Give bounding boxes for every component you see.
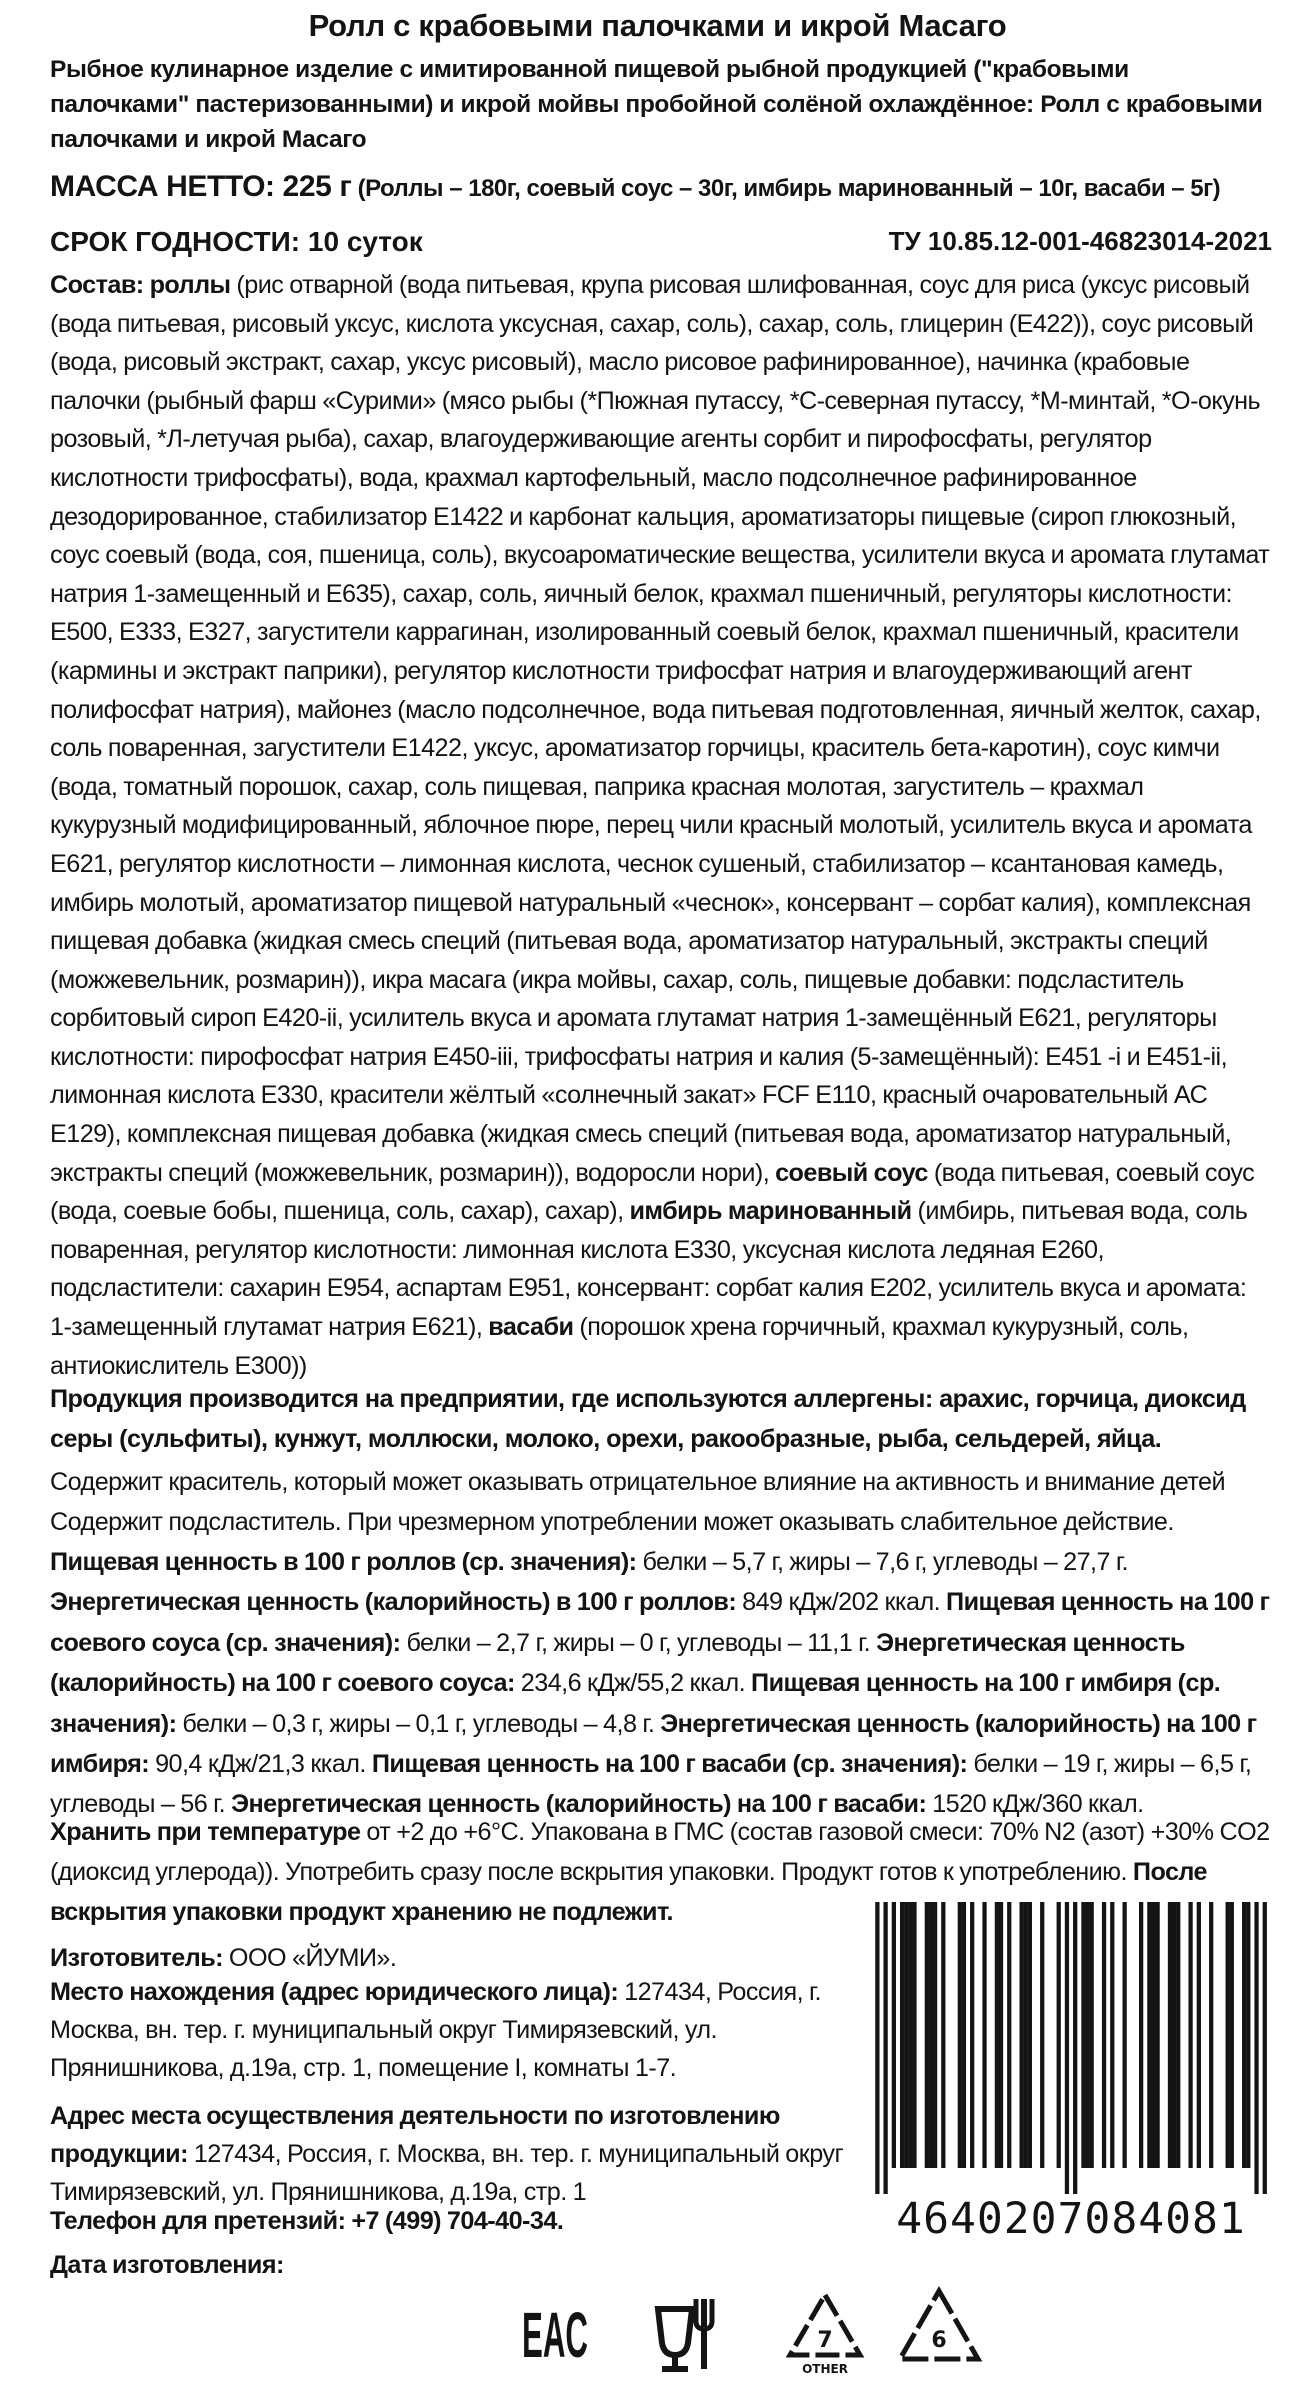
barcode-bar xyxy=(875,1902,879,2194)
barcode-bar xyxy=(999,1902,1003,2168)
barcode-bar xyxy=(1139,1902,1143,2168)
barcode-bar xyxy=(1024,1902,1028,2168)
wasabi-energy-value: 1520 кДж/360 ккал. xyxy=(926,1790,1144,1819)
manufacturer-label: Изготовитель: xyxy=(50,1944,223,1972)
legal-address xyxy=(50,1973,850,2087)
barcode-bar xyxy=(962,1902,966,2168)
shelf-life-row xyxy=(50,226,1272,258)
storage-label: Хранить при температуре xyxy=(50,1818,361,1846)
certification-icons xyxy=(520,2285,1000,2385)
storage-after-opening: После вскрытия упаковки продукт хранению не подлежит. xyxy=(50,1858,1207,1926)
barcode-bar xyxy=(1230,1902,1234,2168)
wasabi-nutrition-label: Пищевая ценность на 100 г васаби (ср. значения): xyxy=(365,1750,968,1779)
soy-nutrition-value: белки – 2,7 г, жиры – 0 г, углеводы – 11,1 г. xyxy=(400,1628,871,1657)
recycle-7-number: 7 xyxy=(817,2328,833,2353)
soy-nutrition-label: Пищевая ценность на 100 г соевого соуса (ср. значения): xyxy=(50,1588,1270,1657)
wasabi-energy-label: Энергетическая ценность (калорийность) на 100 г васаби: xyxy=(225,1790,927,1819)
dye-warning: Содержит краситель, который может оказывать отрицательное влияние на активность и внимание детей xyxy=(50,1468,1226,1496)
rolls-ingredients: (рис отварной (вода питьевая, крупа рисовая шлифованная, соус для риса (уксус рисовый (вода питьевая, рисовый уксус, кислота уксусная, сахар, соль), сахар, соль, глицерин (Е422)), соус рисовый (вода, рисовый экстракт, сахар, уксус рисовый), масло рисовое рафинированное), начинка (крабовые палочки (рыбный фарш «Сурими» (мясо рыбы (*Пюжная путассу, *С-северная путассу, *М-минтай, *О-окунь розовый, *Л-летучая рыба), сахар, влагоудерживающие агенты сорбит и пирофосфаты, регулятор кислотности трифосфаты), вода, крахмал картофельный, масло подсолнечное рафинированное дезодорированное, стабилизатор Е1422 и карбонат кальция, ароматизаторы пищевые (сироп глюкозный, соус соевый (вода, соя, пшеница, соль), вкусоароматические вещества, усилители вкуса и аромата глутамат натрия 1-замещенный и Е635), сахар, соль, яичный белок, крахмал пшеничный, регуляторы кислотности: Е500, Е333, Е327, загустители каррагинан, изолированный соевый белок, крахмал пшеничный, красители (кармины и экстракт паприки), регулятор кислотности трифосфат натрия и влагоудерживающий агент полифосфат натрия), майонез (масло подсолнечное, вода питьевая подготовленная, яичный желток, сахар, соль поваренная, загустители Е1422, уксус, ароматизатор горчицы, краситель бета-каротин), соус кимчи (вода, томатный порошок, сахар, соль пищевая, паприка красная молотая, загуститель – крахмал кукурузный модифицированный, яблочное пюре, перец чили красный молотый, усилитель вкуса и аромата Е621, регулятор кислотности – лимонная кислота, чеснок сушеный, стабилизатор – ксантановая камедь, имбирь молотый, ароматизатор пищевой натуральный «чеснок», консервант – сорбат калия), комплексная пищевая добавка (жидкая смесь специй (питьевая вода, ароматизатор натуральный, экстракты специй (можжевельник, розмарин)), икра масага (икра мойвы, сахар, соль, пищевые добавки: подсластитель сорбитовый сироп Е420-ii, усилитель вкуса и аромата глутамат натрия 1-замещённый Е621, регуляторы кислотности: пирофосфат натрия Е450-iii, трифосфаты натрия и калия (5-замещённый): Е451 -i и Е451-ii, лимонная кислота Е330, красители жёлтый «солнечный закат» FCF Е110, красный очаровательный АС Е129), комплексная пищевая добавка (жидкая смесь специй (питьевая вода, ароматизатор натуральный, экстракты специй (можжевельник, розмарин)), водоросли нори), xyxy=(50,271,1270,1187)
rolls-energy-value: 849 кДж/202 ккал. xyxy=(736,1588,941,1617)
barcode-bar xyxy=(1254,1902,1258,2194)
manufacturer-name: ООО «ЙУМИ». xyxy=(222,1944,397,1972)
barcode-bar xyxy=(1123,1902,1127,2168)
barcode-bar xyxy=(1197,1902,1201,2168)
rolls-nutrition xyxy=(50,1542,1272,1582)
wasabi-nutrition-value: белки – 19 г, жиры – 6,5 г, углеводы – 56 г. xyxy=(50,1750,1252,1819)
warnings xyxy=(50,1462,1272,1542)
soy-energy-label: Энергетическая ценность (калорийность) на 100 г соевого соуса: xyxy=(50,1628,1185,1698)
tech-spec-number: ТУ 10.85.12-001-46823014-2021 xyxy=(888,226,1272,256)
barcode-bar xyxy=(1090,1902,1094,2168)
soy-sauce-ingredients: (вода питьевая, соевый соус (вода, соевые бобы, пшеница, соль, сахар), сахар), xyxy=(50,1158,1255,1226)
claims-phone xyxy=(50,2201,850,2241)
ginger-nutrition-label: Пищевая ценность на 100 г имбиря (ср. значения): xyxy=(50,1669,1221,1738)
legal-address-value: 127434, Россия, г. Москва, вн. тер. г. муниципальный округ Тимирязевский, ул. Прянишникова, д.19а, стр. 1, помещение I, комнаты 1-7. xyxy=(50,1978,821,2082)
barcode-bar xyxy=(1172,1902,1176,2168)
barcode-bar xyxy=(1242,1902,1246,2168)
barcode-bar xyxy=(1263,1902,1267,2194)
ginger-ingredients: (имбирь, питьевая вода, соль поваренная, регулятор кислотности: лимонная кислота Е330, уксусная кислота ледяная Е260, подсластители: сахарин Е954, аспартам Е951, консервант: сорбат калия Е202, усилитель вкуса и аромата: 1-замещенный глутамат натрия Е621), xyxy=(50,1197,1248,1342)
recycle-ps-6-icon xyxy=(896,2285,982,2377)
barcode-bar xyxy=(1065,1902,1069,2194)
food-contact-icon xyxy=(648,2285,730,2375)
barcode-bars xyxy=(867,1902,1275,2194)
recycle-7-caption: OTHER xyxy=(802,2362,848,2376)
barcode-bar xyxy=(883,1902,887,2194)
ginger-nutrition-value: белки – 0,3 г, жиры – 0,1 г, углеводы – 4,8 г. xyxy=(176,1709,655,1738)
barcode-bar xyxy=(1209,1902,1213,2168)
barcode xyxy=(867,1902,1275,2252)
net-mass-label: МАССА НЕТТО: 225 г xyxy=(50,170,352,203)
production-address-label: Адрес места осуществления деятельности по изготовлению продукции: xyxy=(50,2102,780,2168)
wasabi-ingredients: (порошок хрена горчичный, крахмал кукурузный, соль, антиокислитель Е300)) xyxy=(50,1313,1189,1380)
barcode-bar xyxy=(1073,1902,1077,2194)
product-title: Ролл с крабовыми палочками и икрой Масаго xyxy=(308,8,1007,43)
barcode-bar xyxy=(1226,1902,1230,2168)
rolls-nutrition-label: Пищевая ценность в 100 г роллов (ср. значения): xyxy=(50,1548,637,1576)
barcode-bar xyxy=(1147,1902,1151,2168)
manufacture-date-label: Дата изготовления: xyxy=(50,2251,284,2279)
rolls-energy-label: Энергетическая ценность (калорийность) в 100 г роллов: xyxy=(50,1588,737,1617)
production-address-value: 127434, Россия, г. Москва, вн. тер. г. муниципальный округ Тимирязевский, ул. Прянишникова, д.19а, стр. 1 xyxy=(50,2140,844,2206)
barcode-bar xyxy=(1110,1902,1114,2168)
wasabi-label: васаби xyxy=(482,1313,574,1342)
barcode-bar xyxy=(1246,1902,1250,2168)
ginger-label: имбирь маринованный xyxy=(623,1197,912,1226)
barcode-bar xyxy=(1028,1902,1032,2168)
barcode-bar xyxy=(1040,1902,1044,2168)
production-address xyxy=(50,2097,850,2211)
soy-sauce-label: соевый соус xyxy=(769,1158,928,1187)
barcode-number: 4640207084081 xyxy=(896,2194,1246,2244)
barcode-bar xyxy=(904,1902,908,2168)
phone-number: +7 (499) 704-40-34. xyxy=(345,2207,564,2235)
barcode-bar xyxy=(1168,1902,1172,2168)
barcode-bar xyxy=(970,1902,974,2168)
storage-text: от +2 до +6°С. Упакована в ГМС (состав газовой смеси: 70% N2 (азот) +30% CO2 (диоксид углерода)). Употребить сразу после вскрытия упаковки. Продукт готов к употреблению. xyxy=(50,1818,1270,1886)
barcode-bar xyxy=(958,1902,962,2168)
barcode-bar xyxy=(933,1902,937,2168)
barcode-bar xyxy=(925,1902,929,2168)
nutrition-continued xyxy=(50,1582,1272,1824)
legal-address-label: Место нахождения (адрес юридического лица): xyxy=(50,1978,619,2006)
shelf-life: СРОК ГОДНОСТИ: 10 суток xyxy=(50,226,423,257)
barcode-bar xyxy=(1007,1902,1011,2168)
barcode-bar xyxy=(1151,1902,1155,2168)
phone-label: Телефон для претензий: xyxy=(50,2207,346,2235)
rolls-label: роллы xyxy=(143,271,231,299)
barcode-bar xyxy=(1057,1902,1061,2168)
barcode-bar xyxy=(1155,1902,1159,2168)
composition xyxy=(50,266,1272,1385)
barcode-bar xyxy=(912,1902,916,2168)
barcode-bar xyxy=(1176,1902,1180,2168)
barcode-bar xyxy=(1102,1902,1106,2168)
allergens: Продукция производится на предприятии, где используются аллергены: арахис, горчица, диоксид серы (сульфиты), кунжут, моллюски, молоко, орехи, ракообразные, рыба, сельдерей, яйца. xyxy=(50,1385,1246,1453)
ginger-energy-value: 90,4 кДж/21,3 ккал. xyxy=(149,1750,366,1779)
manufacturer xyxy=(50,1938,850,1978)
barcode-bar xyxy=(1085,1902,1089,2168)
barcode-bar xyxy=(892,1902,896,2168)
eac-mark-text: EAC xyxy=(522,2299,588,2371)
barcode-bar xyxy=(908,1902,912,2168)
ginger-energy-label: Энергетическая ценность (калорийность) на 100 г имбиря: xyxy=(50,1709,1257,1779)
composition-label: Состав: xyxy=(50,271,144,299)
barcode-bar xyxy=(982,1902,986,2168)
recycle-6-number: 6 xyxy=(931,2328,947,2353)
eac-mark-icon xyxy=(520,2285,590,2375)
soy-energy-value: 234,6 кДж/55,2 ккал. xyxy=(514,1669,746,1698)
rolls-nutrition-value: белки – 5,7 г, жиры – 7,6 г, углеводы – 27,7 г. xyxy=(636,1548,1128,1576)
barcode-bar xyxy=(929,1902,933,2168)
barcode-bar xyxy=(1081,1902,1085,2168)
barcode-bar xyxy=(1188,1902,1192,2168)
net-mass xyxy=(50,170,1272,204)
nutrition-facts xyxy=(50,1542,1272,1825)
sweetener-warning: Содержит подсластитель. При чрезмерном употреблении может оказывать слабительное действие. xyxy=(50,1508,1174,1536)
recycle-other-7-icon xyxy=(782,2285,868,2377)
product-description: Рыбное кулинарное изделие с имитированной пищевой рыбной продукцией ("крабовыми палочками" пастеризованными) и икрой мойвы пробойной солёной охлаждённое: Ролл с крабовыми палочками и икрой Масаго xyxy=(50,56,1263,153)
barcode-bar xyxy=(995,1902,999,2168)
barcode-bar xyxy=(1019,1902,1023,2168)
barcode-bar xyxy=(900,1902,904,2168)
barcode-bar xyxy=(941,1902,945,2168)
net-mass-detail: (Роллы – 180г, соевый соус – 30г, имбирь маринованный – 10г, васаби – 5г) xyxy=(351,175,1221,202)
